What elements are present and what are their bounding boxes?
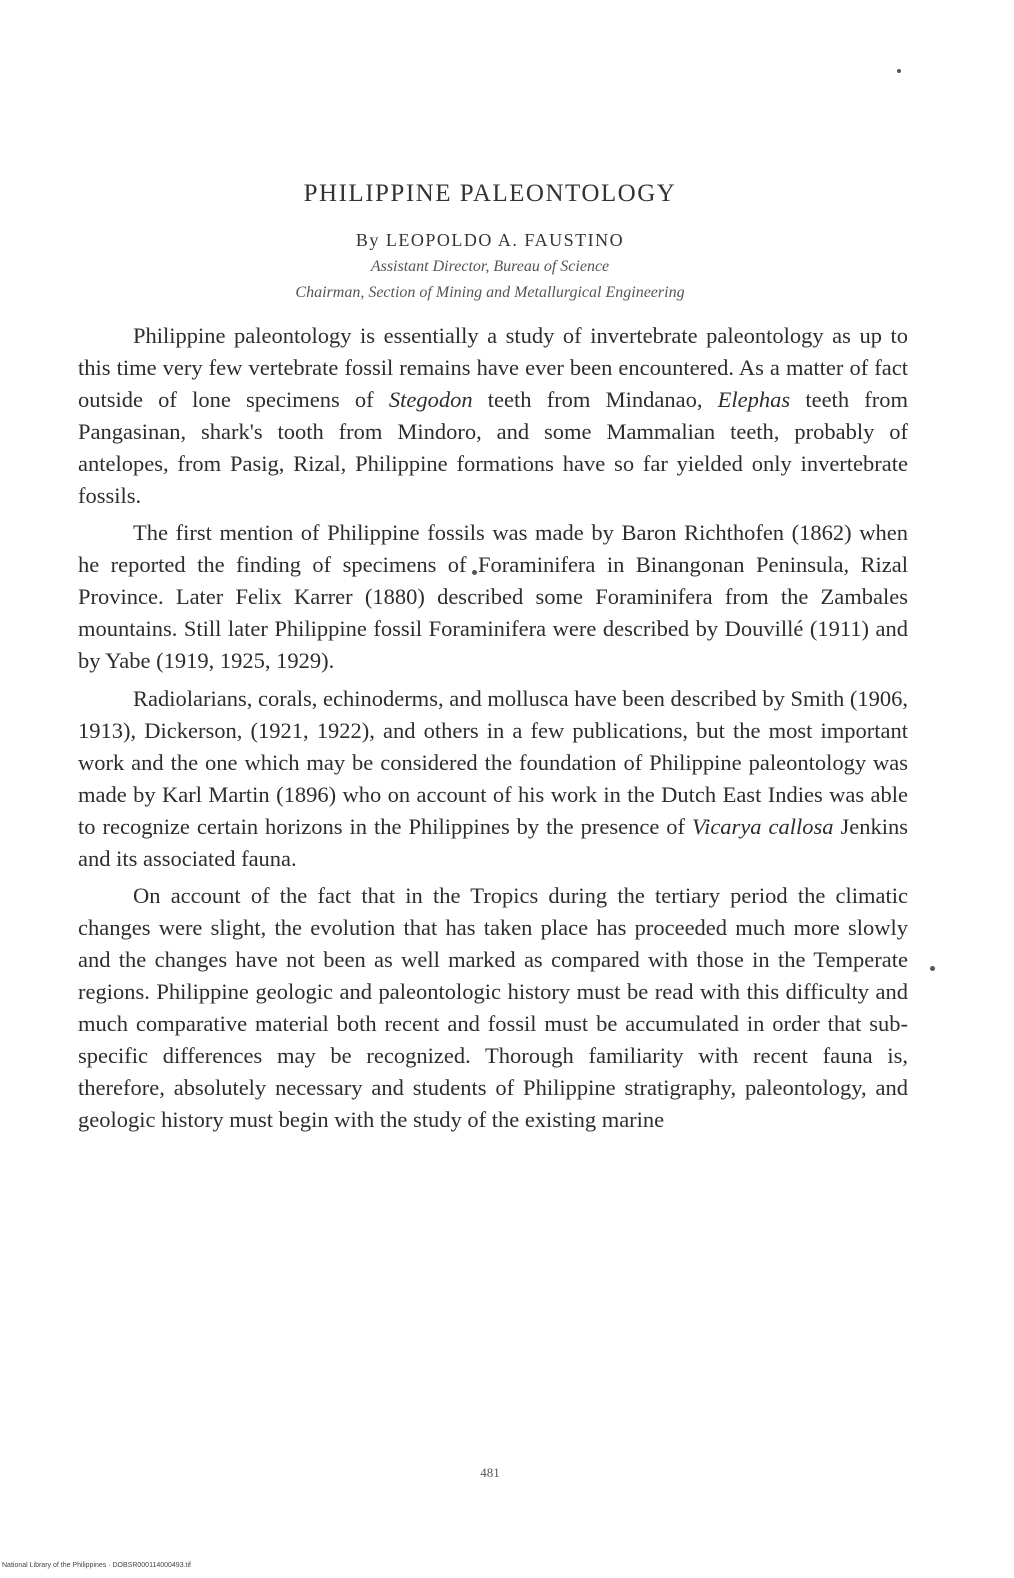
- paragraph-1-text-a: Philippine paleontology is essentially a study of invertebrate paleontology as up to this time very few vertebrate fossil remains have ever been encountered. As a matter of fact outside of lone specimens of: [78, 323, 908, 412]
- paragraph-1-text-c: teeth from Mindanao,: [472, 386, 718, 412]
- author-affiliation-primary: Assistant Director, Bureau of Science: [370, 258, 610, 275]
- paragraph-1-italic-elephas: Elephas: [717, 386, 791, 412]
- article-body: [78, 320, 908, 1136]
- scan-speck: [930, 966, 935, 971]
- paragraph-4: On account of the fact that in the Tropics during the tertiary period the climatic changes were slight, the evolution that has taken place has proceeded much more slowly and the changes have not been as well marked as compared with those in the Temperate regions. Philippine geologic and paleontologic history must be read with this difficulty and much comparative material both recent and fossil must be accumulated in order that sub-specific differences may be recognized. Thorough familiarity with recent fauna is, therefore, absolutely necessary and students of Philippine stratigraphy, paleontology, and geologic history must begin with the study of the existing marine: [78, 883, 908, 1132]
- paragraph-1-text-e: teeth from Pangasinan, shark's tooth from Mindoro, and some Mammalian teeth, probably of antelopes, from Pasig, Rizal, Philippine formations have so far yielded only invertebrate fossils.: [78, 386, 908, 508]
- paragraph-3: [78, 683, 908, 874]
- paragraph-3-italic-vicarya: Vicarya callosa: [692, 813, 834, 839]
- paragraph-1: [78, 320, 908, 511]
- paragraph-3-text-c: Jenkins and its associated fauna.: [78, 813, 909, 871]
- scan-speck: [897, 69, 901, 73]
- page-number: 481: [480, 1465, 500, 1480]
- article-title: PHILIPPINE PALEONTOLOGY: [303, 180, 677, 207]
- author-byline: By LEOPOLDO A. FAUSTINO: [355, 230, 625, 250]
- footer-credit: National Library of the Philippines · DOBSR000114000493.tif: [2, 1562, 191, 1569]
- author-affiliation-secondary: Chairman, Section of Mining and Metallurgical Engineering: [295, 284, 685, 301]
- paragraph-1-italic-stegodon: Stegodon: [388, 386, 473, 412]
- paragraph-2: The first mention of Philippine fossils was made by Baron Richthofen (1862) when he reported the finding of specimens of Foraminifera in Binangonan Peninsula, Rizal Province. Later Felix Karrer (1880) described some Foraminifera from the Zambales mountains. Still later Philippine fossil Foraminifera were described by Douvillé (1911) and by Yabe (1919, 1925, 1929).: [78, 520, 908, 674]
- paragraph-3-text-a: Radiolarians, corals, echinoderms, and mollusca have been described by Smith (1906, 1913), Dickerson, (1921, 1922), and others in a few publications, but the most important work and the one which may be considered the foundation of Philippine paleontology was made by Karl Martin (1896) who on account of his work in the Dutch East Indies was able to recognize certain horizons in the Philippines by the presence of: [78, 685, 908, 839]
